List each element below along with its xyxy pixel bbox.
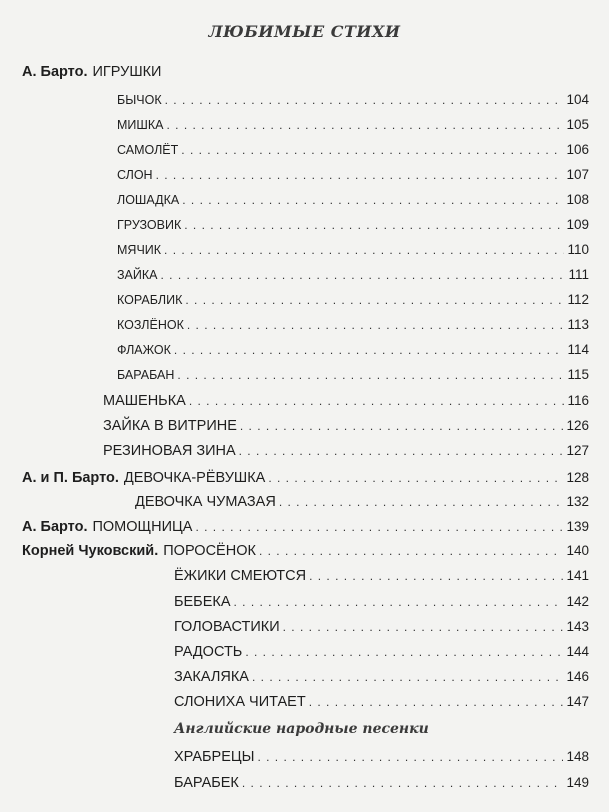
- page-title: ЛЮБИМЫЕ СТИХИ: [208, 22, 401, 41]
- toc-entry: [174, 749, 589, 769]
- entry-page-number: 107: [566, 167, 589, 182]
- entry-page-number: 105: [566, 117, 589, 132]
- toc-entry: [174, 594, 589, 614]
- entry-title: САМОЛЁТ: [117, 143, 179, 157]
- dot-leader: [174, 343, 564, 357]
- dot-leader: [242, 776, 564, 790]
- entry-page-number: 113: [567, 317, 589, 332]
- entry-page-number: 144: [566, 644, 589, 659]
- entry-title: ЁЖИКИ СМЕЮТСЯ: [174, 568, 307, 584]
- entry-page-number: 149: [566, 775, 589, 790]
- toc-entry: [117, 242, 589, 262]
- subsection-heading: Английские народные песенки: [174, 721, 429, 737]
- entry-page-number: 142: [566, 594, 589, 609]
- entry-title: МЯЧИК: [117, 243, 162, 257]
- entry-page-number: 126: [566, 418, 589, 433]
- entry-title: ЛОШАДКА: [117, 193, 180, 207]
- entry-page-number: 127: [566, 443, 589, 458]
- entry-author: Корней Чуковский.: [22, 543, 159, 559]
- toc-entry: [22, 519, 589, 539]
- toc-entry: [117, 142, 589, 162]
- dot-leader: [181, 143, 563, 157]
- toc-entry: [103, 393, 589, 413]
- toc-entry: [117, 292, 589, 312]
- entry-title: ЗАЙКА В ВИТРИНЕ: [103, 418, 237, 434]
- dot-leader: [164, 243, 564, 257]
- toc-entry: [117, 117, 589, 137]
- entry-page-number: 132: [566, 494, 589, 509]
- dot-leader: [309, 695, 564, 709]
- entry-page-number: 106: [566, 142, 589, 157]
- entry-title: БАРАБАН: [117, 368, 175, 382]
- entry-title: СЛОН: [117, 168, 153, 182]
- entry-page-number: 111: [568, 267, 589, 282]
- toc-entry: [117, 217, 589, 237]
- dot-leader: [195, 520, 563, 534]
- dot-leader: [184, 218, 563, 232]
- section-title: ИГРУШКИ: [92, 64, 162, 80]
- entry-title: БЕБЕКА: [174, 594, 231, 610]
- dot-leader: [245, 645, 563, 659]
- entry-title: ГОЛОВАСТИКИ: [174, 619, 280, 635]
- section-heading: [22, 64, 161, 80]
- dot-leader: [182, 193, 563, 207]
- entry-title: РЕЗИНОВАЯ ЗИНА: [103, 443, 236, 459]
- toc-entry: [103, 443, 589, 463]
- toc-entry: [174, 644, 589, 664]
- dot-leader: [259, 544, 564, 558]
- dot-leader: [234, 595, 564, 609]
- entry-title: КОЗЛЁНОК: [117, 318, 184, 332]
- dot-leader: [279, 495, 564, 509]
- entry-title: МИШКА: [117, 118, 164, 132]
- toc-entry: [174, 568, 589, 588]
- entry-page-number: 104: [566, 92, 589, 107]
- toc-entry: [174, 775, 589, 795]
- dot-leader: [185, 293, 564, 307]
- dot-leader: [165, 93, 564, 107]
- entry-page-number: 140: [566, 543, 589, 558]
- entry-page-number: 110: [567, 242, 589, 257]
- entry-title: ЗАЙКА: [117, 268, 158, 282]
- entry-title: ПОМОЩНИЦА: [92, 519, 193, 535]
- toc-entry: [117, 267, 589, 287]
- entry-title: БЫЧОК: [117, 93, 162, 107]
- entry-title: ДЕВОЧКА ЧУМАЗАЯ: [135, 494, 276, 510]
- entry-title: СЛОНИХА ЧИТАЕТ: [174, 694, 306, 710]
- entry-author: А. Барто.: [22, 519, 88, 535]
- section-author: А. Барто.: [22, 64, 88, 80]
- entry-page-number: 114: [567, 342, 589, 357]
- entry-title: ЗАКАЛЯКА: [174, 669, 249, 685]
- toc-entry: [117, 167, 589, 187]
- dot-leader: [240, 419, 564, 433]
- toc-entry: [117, 342, 589, 362]
- entry-title: МАШЕНЬКА: [103, 393, 186, 409]
- toc-entry: [174, 619, 589, 639]
- entry-page-number: 116: [567, 393, 589, 408]
- toc-entry: [22, 543, 589, 563]
- entry-title: ПОРОСЁНОК: [163, 543, 256, 559]
- dot-leader: [187, 318, 564, 332]
- entry-title: БАРАБЕК: [174, 775, 239, 791]
- entry-page-number: 147: [566, 694, 589, 709]
- entry-title: ДЕВОЧКА-РЁВУШКА: [123, 470, 266, 486]
- entry-title: ГРУЗОВИК: [117, 218, 182, 232]
- entry-page-number: 128: [566, 470, 589, 485]
- entry-page-number: 143: [566, 619, 589, 634]
- dot-leader: [283, 620, 564, 634]
- entry-title: ХРАБРЕЦЫ: [174, 749, 255, 765]
- entry-page-number: 108: [566, 192, 589, 207]
- toc-entry: [135, 494, 589, 514]
- toc-entry: [22, 470, 589, 490]
- entry-page-number: 139: [566, 519, 589, 534]
- dot-leader: [239, 444, 564, 458]
- entry-title: ФЛАЖОК: [117, 343, 171, 357]
- toc-entry: [117, 367, 589, 387]
- dot-leader: [268, 471, 563, 485]
- entry-page-number: 112: [567, 292, 589, 307]
- dot-leader: [189, 394, 564, 408]
- dot-leader: [309, 569, 563, 583]
- entry-page-number: 115: [567, 367, 589, 382]
- dot-leader: [257, 750, 563, 764]
- entry-title: КОРАБЛИК: [117, 293, 183, 307]
- entry-title: РАДОСТЬ: [174, 644, 243, 660]
- toc-entry: [117, 92, 589, 112]
- toc-entry: [103, 418, 589, 438]
- toc-entry: [174, 669, 589, 689]
- toc-entry: [117, 317, 589, 337]
- entry-page-number: 109: [566, 217, 589, 232]
- entry-author: А. и П. Барто.: [22, 470, 119, 486]
- dot-leader: [252, 670, 563, 684]
- toc-entry: [174, 694, 589, 714]
- dot-leader: [161, 268, 565, 282]
- dot-leader: [156, 168, 564, 182]
- dot-leader: [166, 118, 563, 132]
- entry-page-number: 148: [566, 749, 589, 764]
- entry-page-number: 146: [566, 669, 589, 684]
- dot-leader: [177, 368, 564, 382]
- entry-page-number: 141: [566, 568, 589, 583]
- toc-entry: [117, 192, 589, 212]
